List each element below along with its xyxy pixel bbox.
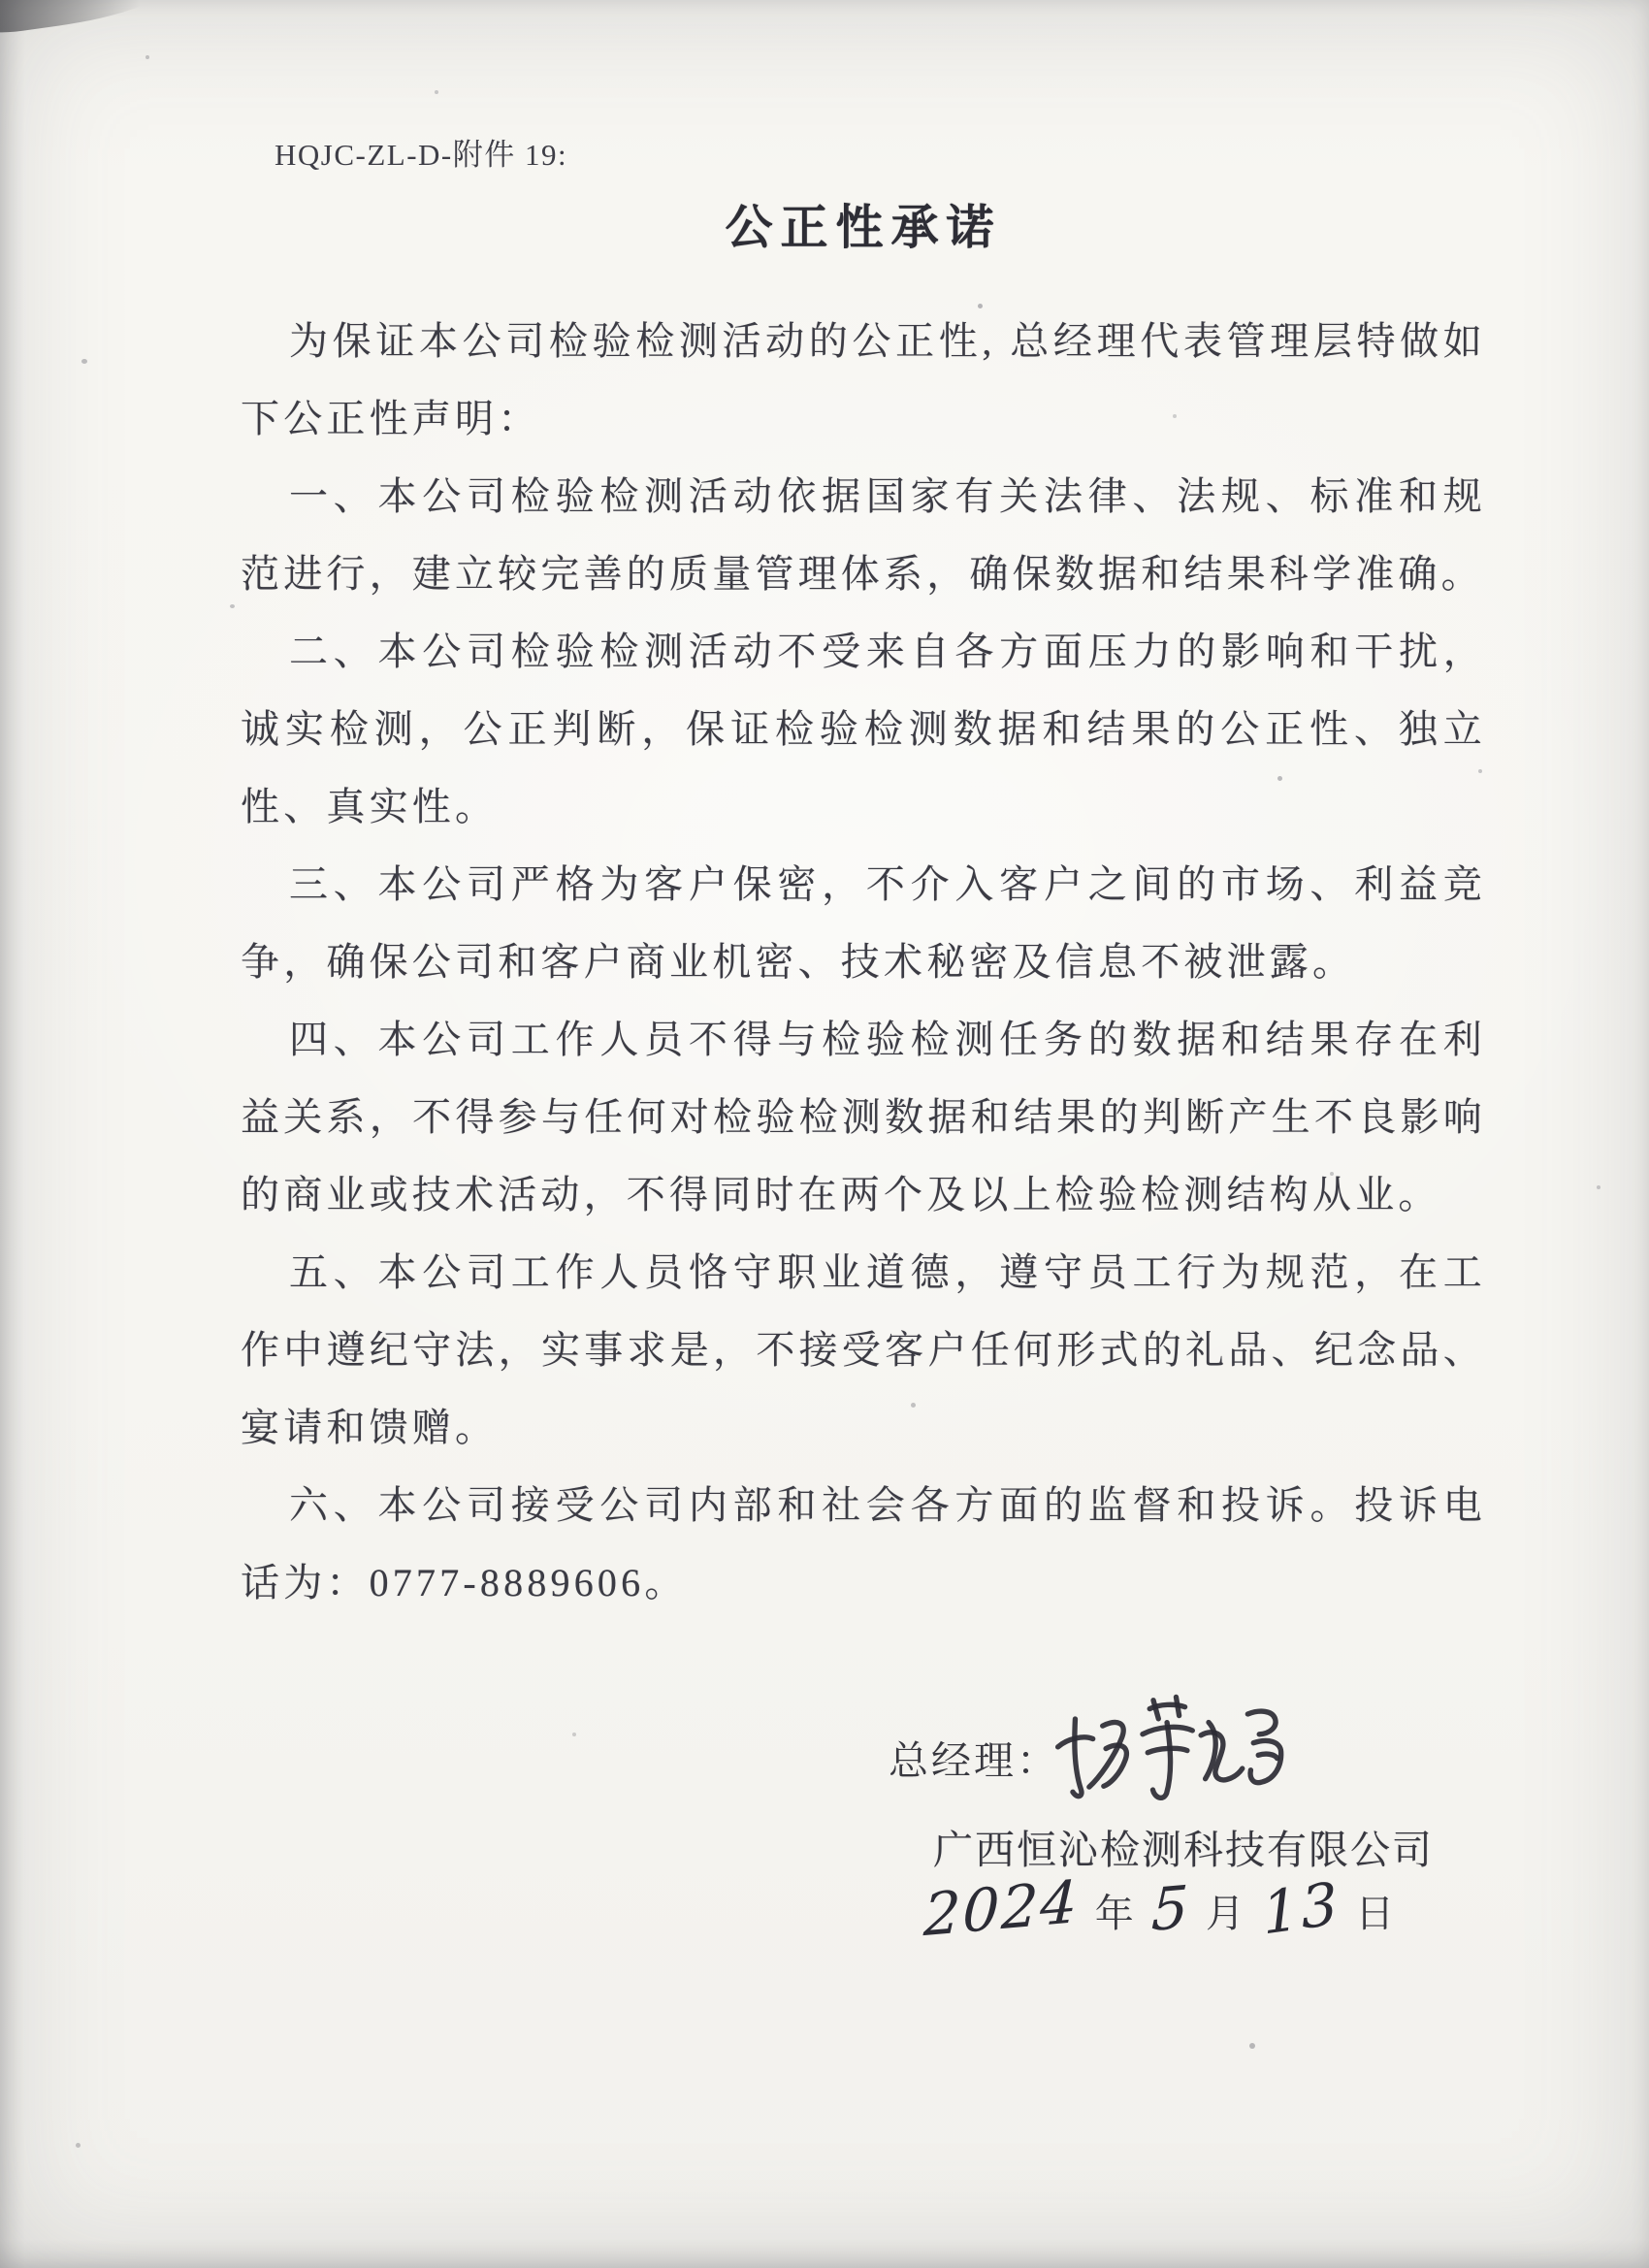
scan-speck	[978, 304, 983, 308]
clause-3-paragraph: 三、本公司严格为客户保密，不介入客户之间的市场、利益竞争，确保公司和客户商业机密、技术秘密及信息不被泄露。	[241, 862, 1486, 984]
scan-edge-shade	[0, 2239, 1649, 2268]
intro-paragraph: 为保证本公司检验检测活动的公正性, 总经理代表管理层特做如下公正性声明：	[241, 319, 1486, 440]
scan-speck	[435, 90, 438, 94]
general-manager-label: 总经理：	[889, 1738, 1059, 1783]
scan-speck	[1478, 769, 1482, 773]
scan-speck	[230, 604, 235, 608]
scan-speck	[1597, 1185, 1600, 1189]
year-label: 年	[1094, 1892, 1136, 1935]
scan-edge-shade	[0, 0, 25, 2268]
handwritten-year: 2024	[922, 1867, 1081, 1951]
company-name: 广西恒沁检测科技有限公司	[933, 1828, 1434, 1872]
document-title: 公正性承诺	[725, 201, 1002, 254]
scan-speck	[76, 2143, 81, 2148]
scan-speck	[911, 1403, 916, 1408]
clause-6-paragraph: 六、本公司接受公司内部和社会各方面的监督和投诉。投诉电话为：0777-8889606。	[241, 1483, 1486, 1604]
general-manager-handwritten-signature	[1043, 1683, 1309, 1813]
month-label: 月	[1205, 1892, 1246, 1935]
scan-speck	[1277, 776, 1282, 781]
scan-speck	[81, 359, 87, 364]
handwritten-day: 13	[1259, 1869, 1342, 1949]
clause-4-paragraph: 四、本公司工作人员不得与检验检测任务的数据和结果存在利益关系，不得参与任何对检验检测数据和结果的判断产生不良影响的商业或技术活动，不得同时在两个及以上检验检测结构从业。	[241, 1018, 1486, 1216]
clause-2-paragraph: 二、本公司检验检测活动不受来自各方面压力的影响和干扰，诚实检测，公正判断，保证检验检测数据和结果的公正性、独立性、真实性。	[241, 630, 1486, 828]
handwritten-month: 5	[1149, 1873, 1192, 1945]
scan-speck	[572, 1733, 576, 1736]
clause-1-paragraph: 一、本公司检验检测活动依据国家有关法律、法规、标准和规范进行，建立较完善的质量管理体系，确保数据和结果科学准确。	[241, 474, 1486, 596]
scan-speck	[1249, 2043, 1255, 2049]
day-label: 日	[1355, 1892, 1397, 1935]
clause-5-paragraph: 五、本公司工作人员恪守职业道德，遵守员工行为规范，在工作中遵纪守法，实事求是，不接受客户任何形式的礼品、纪念品、宴请和馈赠。	[241, 1250, 1486, 1449]
date-line	[922, 1867, 1397, 1951]
scan-speck	[1330, 1172, 1334, 1176]
scan-speck	[1173, 414, 1177, 418]
document-code: HQJC-ZL-D-附件 19:	[275, 138, 568, 172]
scan-corner-artifact	[0, 0, 169, 36]
scan-speck	[146, 55, 149, 59]
document-body	[241, 303, 1486, 1622]
